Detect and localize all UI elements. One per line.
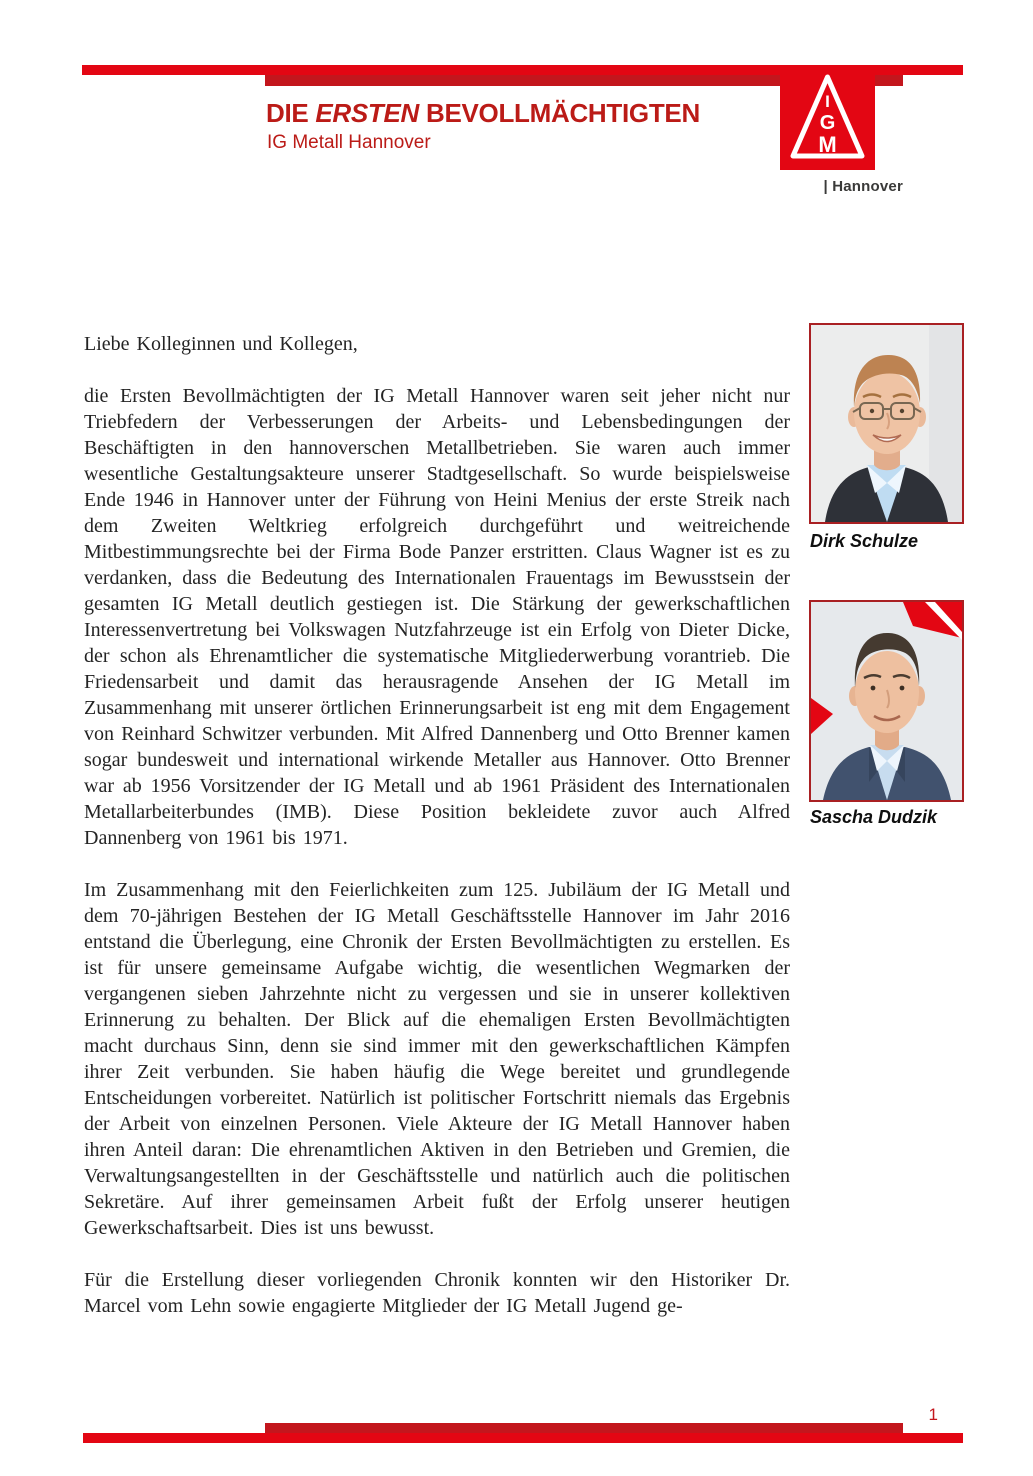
footer-rule-bright [83,1433,963,1443]
ig-metall-triangle-icon [780,65,875,170]
portrait-illustration-sascha [811,602,962,800]
body-text-column [84,331,790,1345]
paragraph-2: Im Zusammenhang mit den Feierlichkeiten zum 125. Jubiläum der IG Metall und dem 70-jährigen Bestehen der IG Metall Geschäftsstelle Hannover im Jahr 2016 entstand die Überlegung, eine Chronik der Ersten Bevollmächtigten zu erstellen. Es ist für unsere gemeinsame Aufgabe wichtig, die wesentlichen Wegmarken der vergangenen sieben Jahrzehnte nicht zu vergessen und sie in unserer kollektiven Erinnerung zu behalten. Der Blick auf die ehemaligen Ersten Bevollmächtigten macht durchaus Sinn, denn sie sind immer mit den gewerkschaftlichen Kämpfen ihrer Zeit verbunden. Sie haben häufig die Wege bereitet und grundlegende Entscheidungen vorbereitet. Natürlich ist politischer Fortschritt niemals das Ergebnis der Arbeit von einzelnen Personen. Viele Akteure der IG Metall Hannover haben ihren Anteil daran: Die ehrenamtlichen Aktiven in den Betrieben und Gremien, die Verwaltungsangestellten in der Geschäftsstelle und natürlich auch die politischen Sekretäre. Auf ihrer gemeinsamen Arbeit fußt der Erfolg unserer heutigen Gewerkschaftsarbeit. Dies ist uns bewusst. [84,879,790,1239]
title-part-prefix: DIE [266,98,316,128]
title-part-suffix: BEVOLLMÄCHTIGTEN [419,98,700,128]
paragraph-1: die Ersten Bevollmächtigten der IG Metall Hannover waren seit jeher nicht nur Triebfedern der Verbesserungen der Arbeits- und Lebensbedingungen der Beschäftigten in den hannoverschen Metallbetrieben. Sie waren auch immer wesentliche Gestaltungsakteure unserer Stadtgesellschaft. So wurde beispielsweise Ende 1946 in Hannover unter der Führung von Heini Menius der erste Streik nach dem Zweiten Weltkrieg erfolgreich durchgeführt und weitreichende Mitbestimmungsrechte bei der Firma Bode Panzer erstritten. Claus Wagner ist es zu verdanken, dass die Bedeutung des Internationalen Frauentags im Bewusstsein der gesamten IG Metall deutlich gestiegen ist. Die Stärkung der gewerkschaftlichen Interessenvertretung bei Volkswagen Nutzfahrzeuge ist ein Erfolg von Dieter Dicke, der schon als Ehrenamtlicher die systematische Mitgliederwerbung vorantrieb. Die Friedensarbeit und damit das herausragende Ansehen der IG Metall im Zusammenhang mit unserer örtlichen Erinnerungsarbeit ist eng mit dem Engagement von Reinhard Schwitzer verbunden. Mit Alfred Dannenberg und Otto Brenner kamen sogar bundesweit und international wirkende Metaller aus Hannover. Otto Brenner war ab 1956 Vorsitzender der IG Metall und ab 1961 Präsident des Internationalen Metallarbeiterbundes (IMB). Diese Position bekleidete zuvor auch Alfred Dannenberg von 1961 bis 1971. [84,385,790,849]
page-title [266,98,700,129]
page-number: 1 [928,1405,938,1424]
portrait-illustration-dirk [811,325,962,522]
portrait-caption-sascha-dudzik: Sascha Dudzik [810,807,938,827]
portrait-photo-sascha-dudzik [809,600,964,802]
logo-letter-g: G [819,112,836,134]
logo-letter-m: M [818,132,837,157]
ig-metall-logo [780,65,875,170]
logo-region-label: | Hannover [823,178,903,195]
greeting-line: Liebe Kolleginnen und Kollegen, [84,333,358,355]
title-emphasis: ERSTEN [315,98,420,128]
logo-letter-i: I [825,92,830,111]
portrait-caption-dirk-schulze: Dirk Schulze [810,531,919,551]
footer-rule-dark [265,1423,903,1433]
paragraph-3: Für die Erstellung dieser vorliegenden Chronik konnten wir den Historiker Dr. Marcel vom Lehn sowie engagierte Mitglieder der IG Metall Jugend ge- [84,1269,790,1317]
page-subtitle: IG Metall Hannover [267,132,431,153]
portrait-photo-dirk-schulze [809,323,964,524]
